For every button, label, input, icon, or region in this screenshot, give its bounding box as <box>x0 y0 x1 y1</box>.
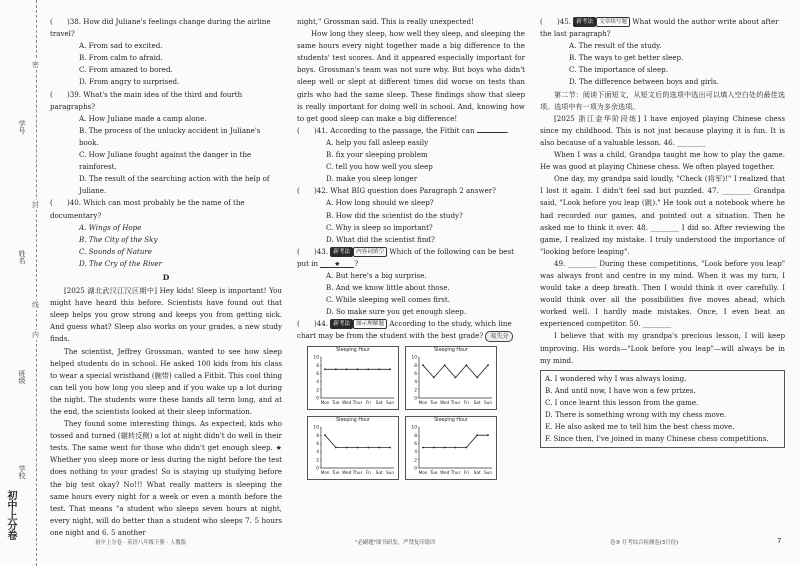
passage-d-continued: night," Grossman said. This is really unexpected! <box>297 17 474 26</box>
q38-option-c: C. From amazed to bored. <box>79 65 173 75</box>
data-point <box>444 364 446 366</box>
q40-option-d: D. The Cry of the River <box>79 258 163 268</box>
data-point <box>444 446 446 448</box>
q41-blank <box>477 125 507 133</box>
q43-tag-new: 新考法 <box>330 247 353 257</box>
data-point <box>465 446 467 448</box>
q43-star-blank <box>320 260 354 268</box>
chart-a-plot <box>308 354 398 408</box>
data-point <box>378 446 380 448</box>
y-tick-label: 8 <box>414 363 417 369</box>
chart-d-plot <box>406 424 496 478</box>
data-point <box>422 446 424 448</box>
passage-chess-paragraph-1: [2025 浙江金华阶段练] I have enjoyed playing Chinese chess since my childhood. This is not just because playing it is fun. It is also because of a valuable lesson. 46. ________ <box>540 113 785 147</box>
question-45 <box>540 16 785 40</box>
y-tick-label: 4 <box>316 379 319 385</box>
q43-tag-type: 内容词填空 <box>353 247 387 257</box>
x-tick-label: Mon <box>320 399 330 405</box>
x-tick-label: Thur <box>352 469 363 475</box>
q39-option-a: A. How Juliane made a camp alone. <box>79 113 207 123</box>
q41-option-c: C. tell you how well you sleep <box>326 162 433 172</box>
x-tick-label: Tue <box>332 399 340 405</box>
chart-c-plot <box>308 424 398 478</box>
part2-instructions: 第二节：阅读下面短文，从短文后的选项中选出可以填入空白处的最佳选项。选项中有一项为多余选项。 <box>540 89 785 111</box>
data-point <box>476 376 478 378</box>
brand-logo-text: 初中上分卷 <box>5 490 16 540</box>
x-tick-label: Fri <box>463 469 469 475</box>
column-2 <box>297 16 525 480</box>
y-tick-label: 6 <box>414 371 417 377</box>
page-number: 7 <box>777 537 782 545</box>
data-point <box>389 446 391 448</box>
section-d-heading: D <box>162 272 170 282</box>
passage-chess-paragraph-4: 49. ________ During these competitions, "Look before you leap" was always front and centre in my mind. When it was my turn, I would take a deep breath. Then I would think it over carefully. I would think over all the possibilities five moves ahead, which worked well. I hardly made mistakes. Once, I even beat an experienced competitor. 50. ________ <box>540 258 785 329</box>
y-tick-label: 0 <box>414 396 417 402</box>
data-point <box>324 368 326 370</box>
y-tick-label: 4 <box>414 449 417 455</box>
q44-tag-new: 新考法 <box>330 319 353 329</box>
x-tick-label: Wed <box>342 399 352 405</box>
y-tick-label: 8 <box>414 433 417 439</box>
q43-option-d: D. So make sure you get enough sleep. <box>326 307 467 317</box>
data-point <box>433 376 435 378</box>
q45-stem: What would the author write about after the last paragraph? <box>540 17 779 39</box>
passage-d-paragraph-2: The scientist, Jeffrey Grossman, wanted to see how sleep helped students do in school. He asked 100 kids from his class to wear a special wristband (腕带) called a Fitbit. This cool thing can tell you how long you sleep and if you wake up a lot during the night. The students wore these bands all term long, and at the end, the scientists looked at their sleep information. <box>50 346 282 416</box>
y-tick-label: 6 <box>414 441 417 447</box>
mark-mi: 密 <box>32 61 39 69</box>
label-school: 学校 <box>18 465 26 479</box>
data-point <box>476 434 478 436</box>
chart-d-title: Sleeping Hour <box>434 417 468 423</box>
x-tick-label: Tue <box>430 399 438 405</box>
q41-option-d: D. make you sleep longer <box>326 174 418 184</box>
data-point <box>455 446 457 448</box>
passage-d-paragraph-3: They found some interesting things. As expected, kids who tossed and turned (辗转反侧) a lot at night didn't do well in their tests. The same went for those who didn't get enough sleep. ★ Whether you sleep more or less during the night before the test does nothing to your grades! So is staying up studying before the big test okay? No!!! What really matters is sleeping the same hours every night for a week or even a month before the test. That means "a student who sleeps seven hours at night, every night, will do better than a student who sleeps 7. 5 hours one night and 6. 5 another <box>50 419 282 537</box>
chart-a-title: Sleeping Hour <box>336 347 370 353</box>
data-point <box>487 364 489 366</box>
column-3 <box>540 16 785 448</box>
footer-right: 卷③ 月考综合检测卷(3月份) <box>610 540 679 546</box>
y-tick-label: 2 <box>414 457 417 463</box>
chess-option-f: F. Since then, I've joined in many Chinese chess competitions. <box>545 434 769 444</box>
question-41: ( )41. According to the passage, the Fitbit can . <box>297 125 510 135</box>
y-tick-label: 4 <box>316 449 319 455</box>
x-tick-label: Thur <box>450 469 461 475</box>
chess-option-d: D. There is something wrong with my chess move. <box>545 410 727 419</box>
chess-option-a: A. I wondered why I was always losing. <box>545 373 687 383</box>
passage-chess-paragraph-3: One day, my grandpa said loudly, "Check (将军)!" I realized that I lost it again. I didn't feel sad but puzzled. 47. ________ Grandpa said, "Look before you leap (跳)." He took out a notebook where he had recorded our games, and pointed out a situation. Then he asked me to think it over. 48. ________ I did so. After reviewing the game, I realized my mistake. I truly understood the importance of "looking before leaping". <box>540 174 785 256</box>
chart-c <box>307 416 399 480</box>
q39-option-b: B. The process of the unlucky accident in Juliane's book. <box>79 125 261 147</box>
q44-prefix: ( )44. <box>297 319 329 329</box>
series-line <box>423 435 488 447</box>
x-tick-label: Fri <box>365 469 371 475</box>
q43-option-b: B. And we know little about those. <box>326 283 450 293</box>
data-point <box>357 446 359 448</box>
q45-tag-new: 新考法 <box>573 17 596 27</box>
x-tick-label: Sat <box>375 399 383 405</box>
q43-stem: Which of the following can be best put in <box>297 246 514 268</box>
data-point <box>389 368 391 370</box>
data-point <box>335 368 337 370</box>
q43-option-a: A. But here's a big surprise. <box>326 270 427 280</box>
y-tick-label: 8 <box>316 363 319 369</box>
x-tick-label: Sun <box>386 469 394 475</box>
question-44 <box>297 318 525 342</box>
y-tick-label: 0 <box>414 466 417 472</box>
mark-xian: 线 <box>32 301 39 309</box>
q45-tag-type: 文章续写题 <box>596 17 630 27</box>
label-student-id: 学号 <box>18 120 26 134</box>
q43-option-c: C. While sleeping well comes first. <box>326 295 451 305</box>
x-tick-label: Tue <box>430 469 438 475</box>
q45-option-d: D. The difference between boys and girls. <box>569 77 719 87</box>
data-point <box>422 364 424 366</box>
passage-chess-paragraph-2: When I was a child, Grandpa taught me how to play the game. He was good at playing Chinese chess. We often played together. <box>540 150 785 172</box>
x-tick-label: Mon <box>320 469 330 475</box>
q41-stem: ( )41. According to the passage, the Fitbit can <box>297 125 475 135</box>
series-line <box>325 435 390 447</box>
x-tick-label: Thur <box>352 399 363 405</box>
y-tick-label: 2 <box>316 387 319 393</box>
data-point <box>455 376 457 378</box>
y-tick-label: 10 <box>313 425 319 431</box>
q40-option-a: A. Wings of Hope <box>79 222 142 232</box>
y-tick-label: 2 <box>414 387 417 393</box>
q42-option-b: B. How did the scientist do the study? <box>326 210 463 220</box>
q40-option-c: C. Sounds of Nature <box>79 246 152 256</box>
x-tick-label: Wed <box>342 469 352 475</box>
line-charts-grid <box>307 346 525 480</box>
chess-option-c: C. I once learnt this lesson from the game. <box>545 397 699 407</box>
data-point <box>335 446 337 448</box>
chart-b-title: Sleeping Hour <box>434 347 468 353</box>
binding-gutter <box>0 0 44 566</box>
y-tick-label: 6 <box>316 441 319 447</box>
q43-stem-end: ? <box>354 258 359 268</box>
question-40: ( )40. Which can most probably be the name of the documentary? <box>50 198 245 220</box>
passage-d-paragraph-4: How long they sleep, how well they sleep, and sleeping the same hours every night together made a big difference to the students' test scores. And it appeared especially important for boys. Grossman's team was not sure why. But boys who didn't sleep well or slept at different times did worse on tests than girls who had the same sleep. These findings show that sleep is really important for doing well in school. And, knowing how to get good sleep can make a big difference! <box>297 29 525 123</box>
mark-feng: 封 <box>32 201 39 209</box>
q45-option-b: B. The ways to get better sleep. <box>569 53 684 63</box>
question-43 <box>297 246 525 270</box>
y-tick-label: 6 <box>316 371 319 377</box>
label-name: 姓名 <box>18 250 26 264</box>
y-tick-label: 0 <box>316 396 319 402</box>
chart-b <box>405 346 497 410</box>
data-point <box>465 364 467 366</box>
q39-option-c: C. How Juliane fought against the danger in the rainforest. <box>79 150 252 172</box>
passage-d-paragraph-1: [2025 湖北武汉江汉区期中] Hey kids! Sleep is important! You might have heard this before. Scientists have found out that sleep helps you grow strong and keeps you from getting sick. And guess what? Sleep also works on your grades, a new study finds. <box>50 286 282 344</box>
binding-dash-line <box>36 0 37 566</box>
y-tick-label: 0 <box>316 466 319 472</box>
q41-option-a: A. help you fall asleep easily <box>326 137 429 147</box>
x-tick-label: Mon <box>418 469 428 475</box>
q44-stem: According to the study, which line chart may be from the student with the best grade? <box>297 319 512 341</box>
x-tick-label: Wed <box>440 469 450 475</box>
chess-option-b: B. And until now, I have won a few prizes. <box>545 385 696 395</box>
x-tick-label: Tue <box>332 469 340 475</box>
x-tick-label: Fri <box>365 399 371 405</box>
q45-option-c: C. The importance of sleep. <box>569 65 668 75</box>
y-tick-label: 4 <box>414 379 417 385</box>
x-tick-label: Thur <box>450 399 461 405</box>
q45-prefix: ( )45. <box>540 17 572 26</box>
y-tick-label: 10 <box>313 355 319 361</box>
question-42: ( )42. What BIG question does Paragraph 2 answer? <box>297 186 496 196</box>
chart-a <box>307 346 399 410</box>
q44-tag-type: 图示理解题 <box>353 319 387 329</box>
passage-chess-paragraph-5: I believe that with my grandpa's precious lesson, I will keep improving. His words—"Look before you leap"—will always be in my mind. <box>540 331 785 365</box>
data-point <box>367 446 369 448</box>
x-tick-label: Sun <box>484 399 492 405</box>
q44-error-prone-chip: 易失分 <box>485 331 513 342</box>
data-point <box>346 368 348 370</box>
q42-option-d: D. What did the scientist find? <box>326 234 435 244</box>
q40-option-b: B. The City of the Sky <box>79 234 158 244</box>
q38-option-a: A. From sad to excited. <box>79 41 163 51</box>
x-tick-label: Sat <box>473 399 481 405</box>
q41-option-b: B. fix your sleeping problem <box>326 150 428 160</box>
q38-option-b: B. From calm to afraid. <box>79 53 163 63</box>
data-point <box>433 446 435 448</box>
q42-option-c: C. Why is sleep so important? <box>326 222 433 232</box>
q39-option-d: D. The result of the searching action with the help of Juliane. <box>79 174 270 196</box>
x-tick-label: Fri <box>463 399 469 405</box>
column-1 <box>50 16 282 539</box>
chart-c-title: Sleeping Hour <box>336 417 370 423</box>
question-38: ( )38. How did Juliane's feelings change during the airline travel? <box>50 17 271 39</box>
data-point <box>346 446 348 448</box>
series-line <box>423 365 488 377</box>
x-tick-label: Sat <box>375 469 383 475</box>
footer-center: "必刷题"图书研发，严禁复印盗印 <box>355 540 436 546</box>
y-tick-label: 10 <box>411 425 417 431</box>
x-tick-label: Sat <box>473 469 481 475</box>
data-point <box>487 434 489 436</box>
data-point <box>367 368 369 370</box>
chess-option-e: E. He also asked me to tell him the best chess move. <box>545 422 735 432</box>
x-tick-label: Sun <box>484 469 492 475</box>
y-tick-label: 2 <box>316 457 319 463</box>
data-point <box>357 368 359 370</box>
x-tick-label: Mon <box>418 399 428 405</box>
x-tick-label: Sun <box>386 399 394 405</box>
label-class: 班级 <box>18 370 26 384</box>
q38-option-d: D. From angry to surprised. <box>79 77 180 87</box>
footer-left: 初中上分卷 · 英语八年级下册 · 人教版 <box>95 540 187 546</box>
answer-options-box <box>540 370 785 449</box>
q42-option-a: A. How long should we sleep? <box>326 198 434 208</box>
data-point <box>324 434 326 436</box>
data-point <box>378 368 380 370</box>
y-tick-label: 8 <box>316 433 319 439</box>
y-tick-label: 10 <box>411 355 417 361</box>
mark-nei: 内 <box>32 331 39 339</box>
chart-b-plot <box>406 354 496 408</box>
question-39: ( )39. What's the main idea of the third and fourth paragraphs? <box>50 89 243 111</box>
q43-star: ★ <box>334 258 341 268</box>
chart-d <box>405 416 497 480</box>
q45-option-a: A. The result of the study. <box>569 41 662 51</box>
q43-prefix: ( )43. <box>297 246 329 256</box>
x-tick-label: Wed <box>440 399 450 405</box>
